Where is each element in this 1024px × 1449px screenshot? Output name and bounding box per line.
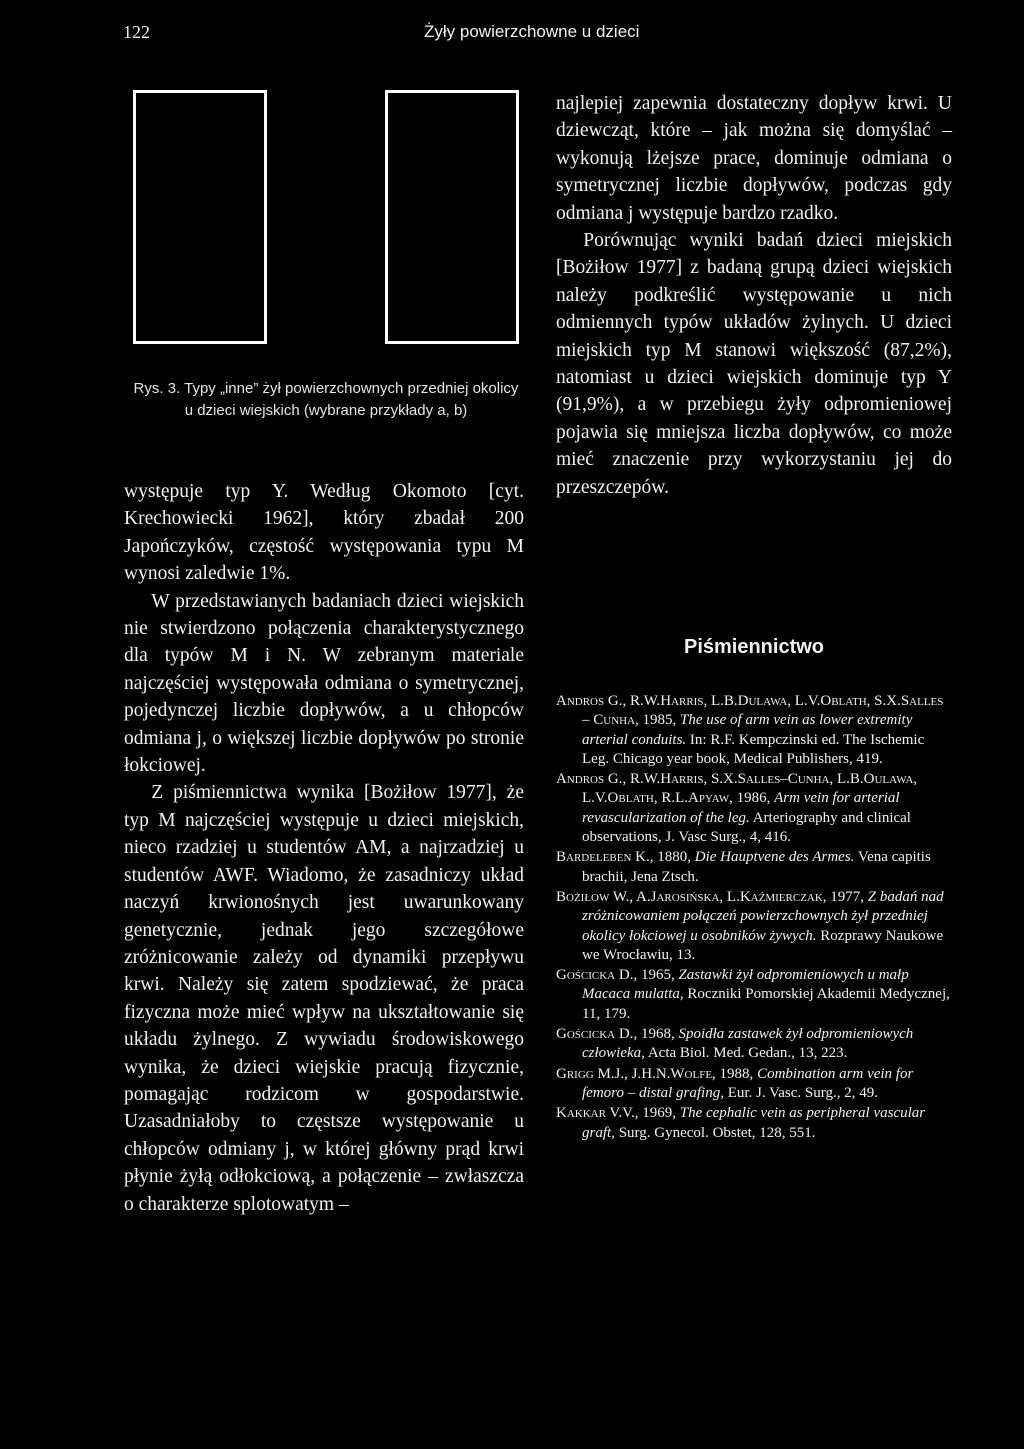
reference-source: Arteriography and clinical observations, J. Vasc Surg., 4, 416. <box>582 809 911 846</box>
figure-panel-b <box>385 90 519 344</box>
reference-item <box>556 692 952 769</box>
reference-item <box>556 1065 952 1104</box>
body-paragraph: Z piśmiennictwa wynika [Bożiłow 1977], że typ M najczęściej występuje u dzieci miejskich, nieco rzadziej u studentów AM, a najrzadziej u studentów AWF. Wiadomo, że zasadniczy układ naczyń krwionośnych jest uwarunkowany genetycznie, jednak jego szczegółowe zróżnicowanie zależy od dynamiki przepływu krwi. Należy się zatem spodziewać, że praca fizyczna może mieć wpływ na ukształtowanie się układu żylnego. Z wywiadu środowiskowego wynika, że dzieci wiejskie pracują fizycznie, pomagając rodzicom w gospodarstwie. Uzasadniałoby to częstsze występowanie u chłopców odmiany j, w której główny prąd krwi płynie żyłą odłokciową, a połączenie – zwłaszcza o charakterze splotowatym – <box>124 782 524 1215</box>
reference-source: Roczniki Pomorskiej Akademii Medycznej, 11, 179. <box>582 986 950 1022</box>
reference-authors: Gościcka D., 1965, <box>556 967 675 984</box>
body-paragraph: Porównując wyniki badań dzieci miejskich [Bożiłow 1977] z badaną grupą dzieci wiejskich należy podkreślić występowanie u nich odmiennych typów układów żylnych. U dzieci miejskich typ M stanowi większość (87,2%), natomiast u dzieci wiejskich dominuje typ Y (91,9%), a w przebiegu żyły odpromieniowej pojawia się mniejsza liczba dopływów, co może mieć znaczenie przy wykorzystaniu jej do przeszczepów. <box>556 230 952 498</box>
reference-authors: Gościcka D., 1968, <box>556 1026 675 1043</box>
reference-title: Zastawki żył odpromieniowych u małp Macaca mulatta, <box>582 967 909 1003</box>
body-paragraph: najlepiej zapewnia dostateczny dopływ krwi. U dziewcząt, które – jak można się domyślać – wykonują lżejsze prace, dominuje odmiana o symetrycznej liczbie dopływów, podczas gdy odmiana j występuje bardzo rzadko. <box>556 93 952 224</box>
reference-item <box>556 966 952 1024</box>
running-head <box>0 22 1024 46</box>
reference-authors: Bożiłow W., A.Jarosińska, L.Kaźmierczak, 1977, <box>556 888 865 905</box>
reference-item <box>556 770 952 847</box>
reference-authors: Grigg M.J., J.H.N.Wolfe, 1988, <box>556 1065 754 1082</box>
reference-title: Combination arm vein for femoro – distal grafing, <box>582 1065 914 1101</box>
reference-title: Die Hauptvene des Armes. <box>694 849 855 866</box>
reference-item <box>556 1025 952 1064</box>
running-head-title: Żyły powierzchowne u dzieci <box>424 22 640 41</box>
reference-source: Rozprawy Naukowe we Wrocławiu, 13. <box>582 927 944 963</box>
reference-source: In: R.F. Kempczinski ed. The Ischemic Leg. Chicago year book, Medical Publishers, 419. <box>582 731 925 767</box>
reference-list <box>556 692 952 1144</box>
right-column <box>556 90 952 501</box>
body-paragraph: występuje typ Y. Według Okomoto [cyt. Krechowiecki 1962], który zbadał 200 Japończyków, częstość występowania typu M wynosi zaledwie 1%. <box>124 481 524 585</box>
reference-item <box>556 848 952 887</box>
reference-title: The cephalic vein as peripheral vascular graft, <box>582 1105 926 1141</box>
reference-item <box>556 888 952 965</box>
reference-title: Z badań nad zróżnicowaniem połączeń powierzchownych żył przedniej okolicy łokciowej u osobników żywych. <box>582 888 944 944</box>
reference-source: Acta Biol. Med. Gedan., 13, 223. <box>647 1045 848 1062</box>
reference-title: Spoidła zastawek żył odpromieniowych człowieka, <box>582 1026 914 1062</box>
reference-authors: Bardeleben K., 1880, <box>556 849 691 866</box>
references-heading: Piśmiennictwo <box>683 636 825 658</box>
reference-authors: Andros G., R.W.Harris, L.B.Dulawa, L.V.Oblath, S.X.Salles – Cunha, 1985, <box>556 693 944 729</box>
reference-authors: Kakkar V.V., 1969, <box>556 1105 676 1122</box>
figure-caption: Rys. 3. Typy „inne” żył powierzchownych przedniej okolicy u dzieci wiejskich (wybrane przykłady a, b) <box>133 380 519 419</box>
reference-source: Surg. Gynecol. Obstet, 128, 551. <box>618 1124 816 1141</box>
body-paragraph: W przedstawianych badaniach dzieci wiejskich nie stwierdzono połączenia charakterystycznego dla typów M i N. W zebranym materiale najczęściej występowała odmiana o symetrycznej, pojedynczej liczbie dopływów, a u chłopców odmiana j, o większej liczbie dopływów po stronie łokciowej. <box>124 590 524 777</box>
reference-authors: Andros G., R.W.Harris, S.X.Salles–Cunha, L.B.Oulawa, L.V.Oblath, R.L.Apyaw, 1986, <box>556 771 918 807</box>
reference-title: The use of arm vein as lower extremity arterial conduits. <box>582 712 913 748</box>
page-number: 122 <box>123 22 150 42</box>
left-column <box>124 478 524 1218</box>
reference-item <box>556 1104 952 1143</box>
reference-source: Vena capitis brachii, Jena Ztsch. <box>582 849 931 885</box>
reference-title: Arm vein for arterial revascularization of the leg. <box>582 790 900 826</box>
figure-panel-a <box>133 90 267 344</box>
reference-source: Eur. J. Vasc. Surg., 2, 49. <box>727 1084 878 1101</box>
